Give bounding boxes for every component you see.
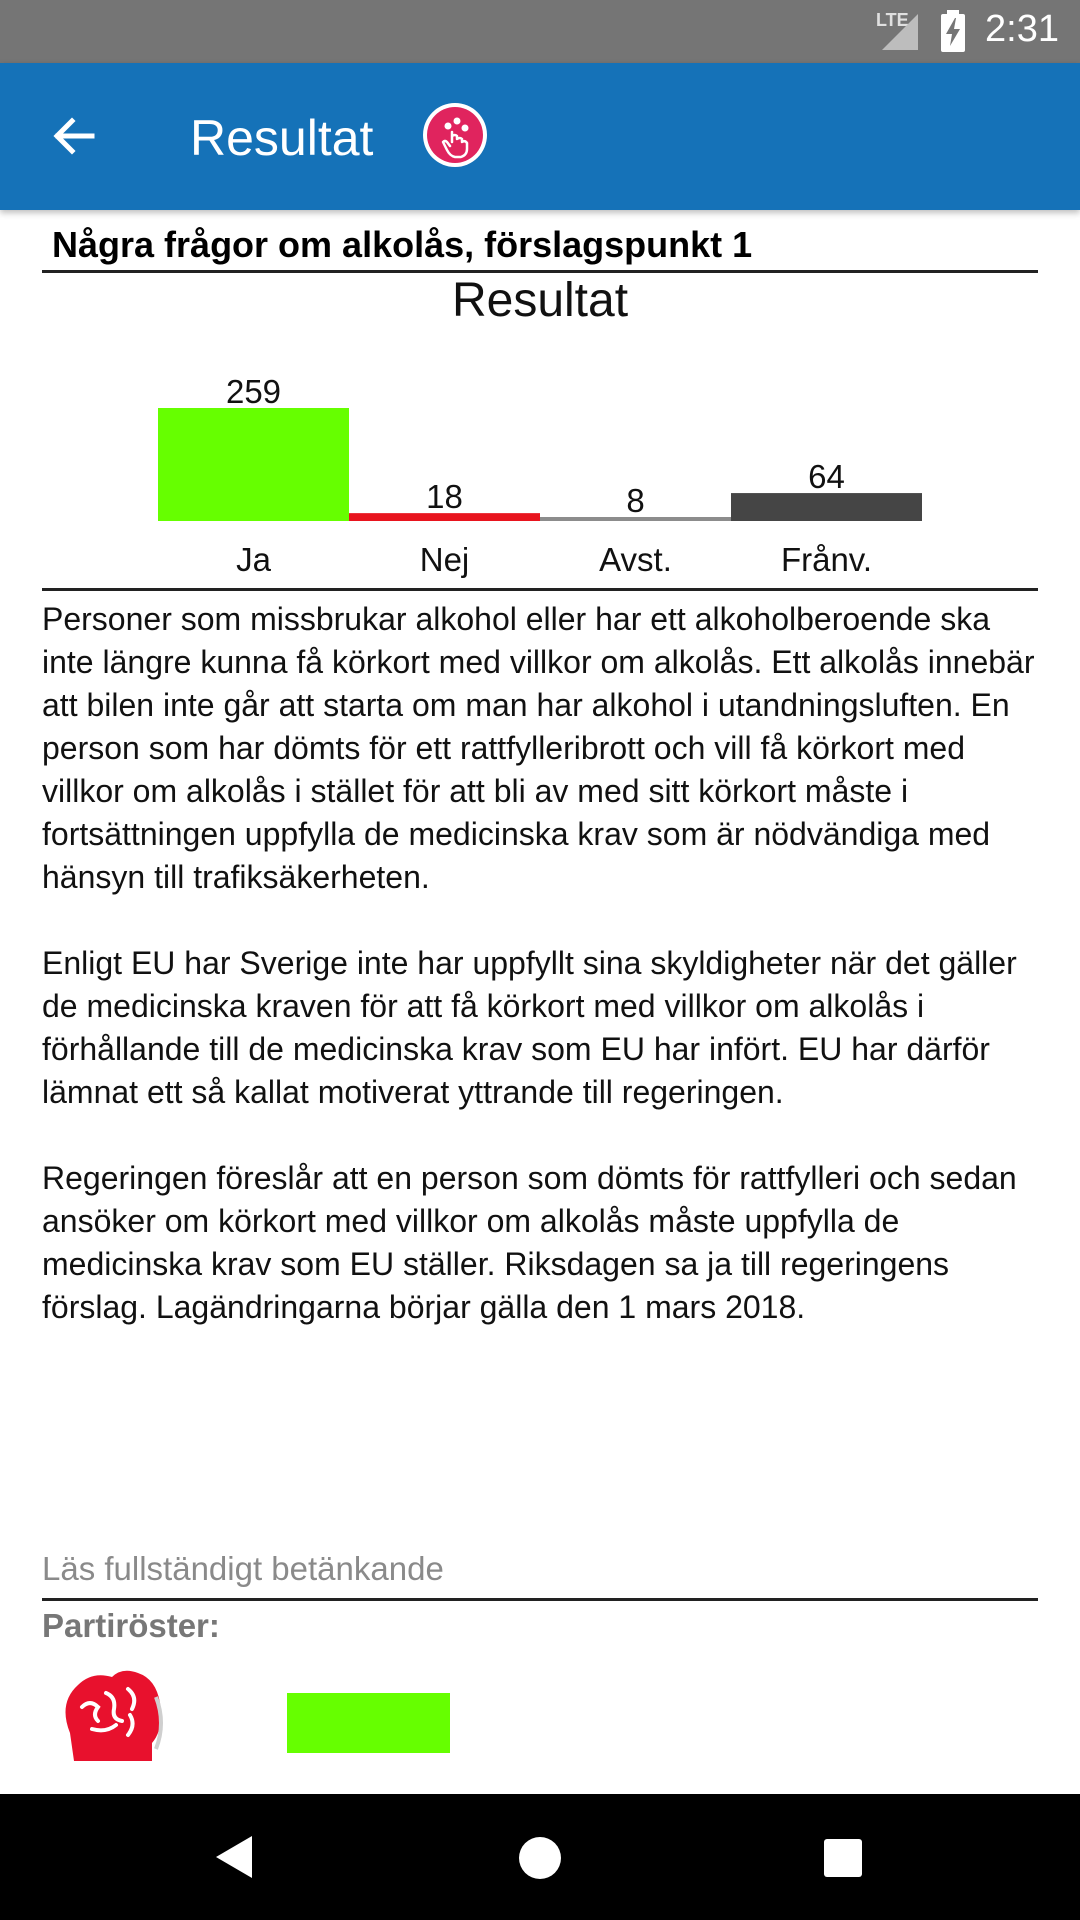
signal-icon	[880, 12, 920, 52]
chart-divider	[42, 588, 1038, 591]
party-votes-label: Partiröster:	[42, 1607, 220, 1644]
circle-home-icon[interactable]	[518, 1836, 562, 1880]
party-rose-logo-icon	[52, 1663, 172, 1761]
app-bar	[0, 63, 1080, 210]
category-label: Frånv.	[780, 541, 873, 578]
description	[42, 598, 1038, 1372]
bar-value-label: 259	[225, 373, 282, 410]
touch-hand-icon[interactable]	[422, 102, 488, 168]
clock-time: 2:31	[985, 8, 1059, 50]
system-nav-bar	[0, 1794, 1080, 1920]
read-full-report-link[interactable]: Läs fullständigt betänkande	[42, 1550, 444, 1587]
category-label: Ja	[236, 541, 271, 578]
result-chart	[42, 270, 1038, 588]
chart-title: Resultat	[451, 274, 629, 327]
question-title: Några frågor om alkolås, förslagspunkt 1	[52, 224, 753, 265]
description-paragraph: Regeringen föreslår att en person som dömts för rattfylleri och sedan ansöker om körkort med villkor om alkolås måste uppfylla de medicinska krav som EU ställer. Riksdagen sa ja till regeringens förslag. Lagändringarna börjar gälla den 1 mars 2018.	[42, 1160, 1017, 1325]
triangle-back-icon[interactable]	[214, 1834, 254, 1880]
bar-frånv	[731, 493, 922, 521]
category-label: Avst.	[599, 541, 672, 578]
description-paragraph: Enligt EU har Sverige inte har uppfyllt sina skyldigheter när det gäller de medicinska kraven för att få körkort med villkor om alkolås i förhållande till de medicinska krav som EU har infört. EU har därför lämnat ett så kallat motiverat yttrande till regeringen.	[42, 945, 1017, 1110]
bar-value-label: 8	[626, 482, 645, 519]
arrow-back-icon[interactable]	[48, 111, 98, 161]
bar-ja	[158, 408, 349, 521]
network-type-label: LTE	[876, 10, 909, 30]
battery-charging-icon	[940, 10, 966, 52]
bar-value-label: 18	[426, 478, 463, 516]
page-title: Resultat	[190, 110, 374, 166]
square-recent-icon[interactable]	[823, 1838, 863, 1878]
description-paragraph: Personer som missbrukar alkohol eller har ett alkoholberoende ska inte längre kunna få körkort med villkor om alkolås. Ett alkolås innebär att bilen inte går att starta om man har alkohol i utandningsluften. En person som har dömts för ett rattfylleribrott och vill få körkort med villkor om alkolås i stället för att bli av med sitt körkort måste i fortsättningen uppfylla de medicinska krav som är nödvändiga med hänsyn till trafiksäkerheten.	[42, 601, 1035, 895]
category-label: Nej	[419, 541, 470, 578]
party-vote-bar	[287, 1693, 450, 1753]
bar-value-label: 64	[808, 458, 845, 496]
link-divider	[42, 1598, 1038, 1601]
status-bar	[0, 0, 1080, 63]
